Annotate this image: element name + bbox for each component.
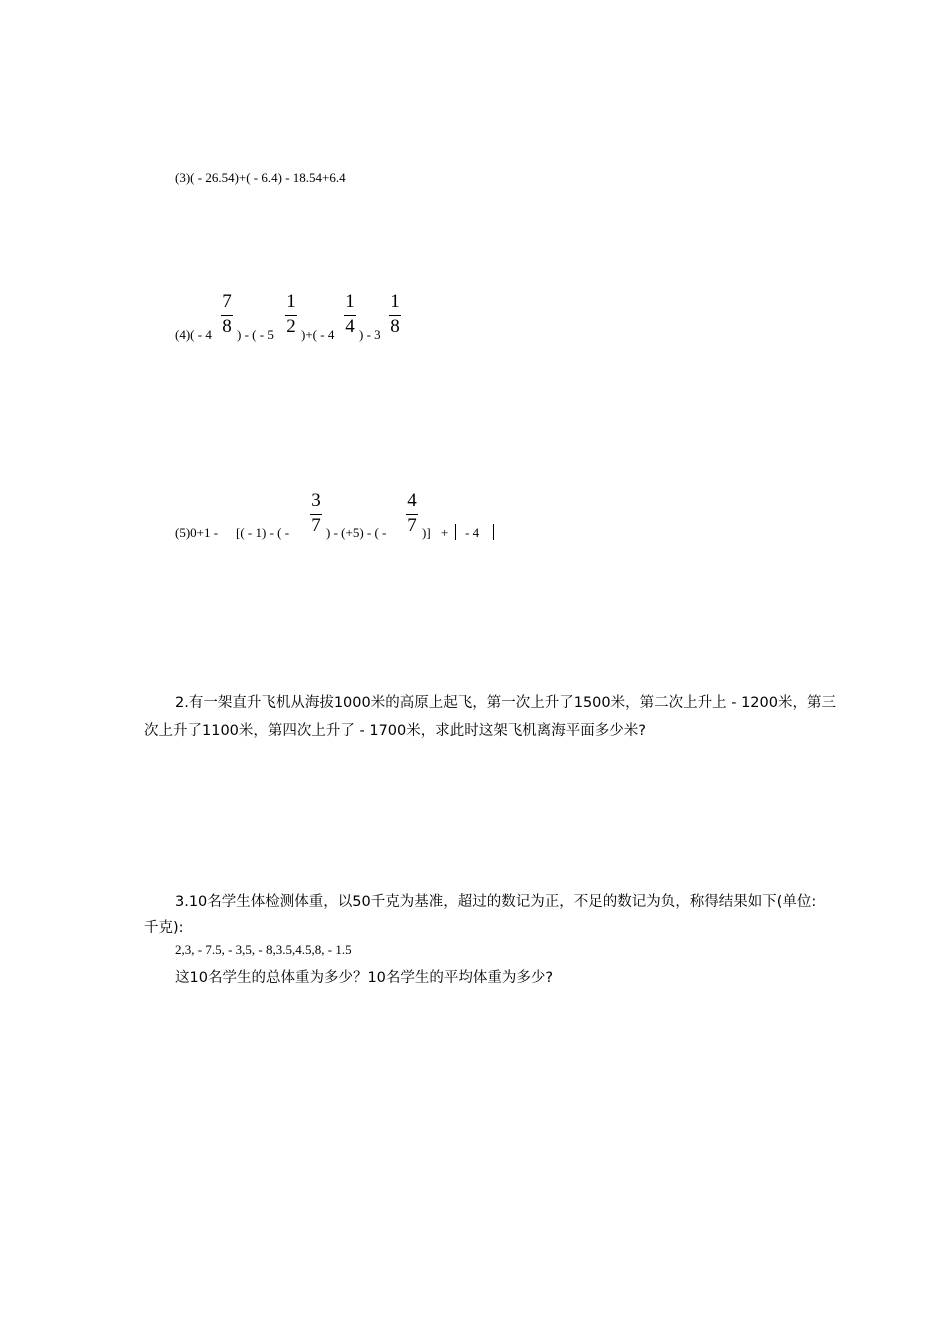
exercise-5-part-3: ) - (+5) - ( - xyxy=(326,525,387,540)
exercise-5-part-5: + xyxy=(441,525,449,540)
abs-bar-right xyxy=(493,524,494,540)
problem-3-line-1: 3.10名学生体检测体重，以50千克为基准，超过的数记为正，不足的数记为负，称得结果如下(单位: xyxy=(175,894,817,910)
exercise-5-part-2: [( - 1) - ( - xyxy=(236,525,290,540)
problem-3-data: 2,3, - 7.5, - 3,5, - 8,3.5,4.5,8, - 1.5 xyxy=(175,942,352,957)
problem-3-line-2: 千克): xyxy=(144,920,184,936)
exercise-4-part-4: ) - 3 xyxy=(359,327,381,342)
abs-bar-left xyxy=(455,524,456,540)
exercise-3: (3)( - 26.54)+( - 6.4) - 18.54+6.4 xyxy=(175,170,346,185)
exercise-5-part-6: - 4 xyxy=(465,525,480,540)
problem-3-question: 这10名学生的总体重为多少？10名学生的平均体重为多少? xyxy=(175,970,554,986)
exercise-4-part-3: )+( - 4 xyxy=(301,327,335,342)
problem-2-line-1: 2.有一架直升飞机从海拔1000米的高原上起飞，第一次上升了1500米，第二次上升上 - 1200米，第三 xyxy=(175,695,836,711)
problem-2-line-2: 次上升了1100米，第四次上升了 - 1700米，求此时这架飞机离海平面多少米? xyxy=(144,723,646,739)
exercise-5-part-1: (5)0+1 - xyxy=(175,525,219,540)
exercise-4-part-2: ) - ( - 5 xyxy=(237,327,274,342)
exercise-4-part-1: (4)( - 4 xyxy=(175,327,212,342)
exercise-5-part-4: )] xyxy=(422,525,431,540)
